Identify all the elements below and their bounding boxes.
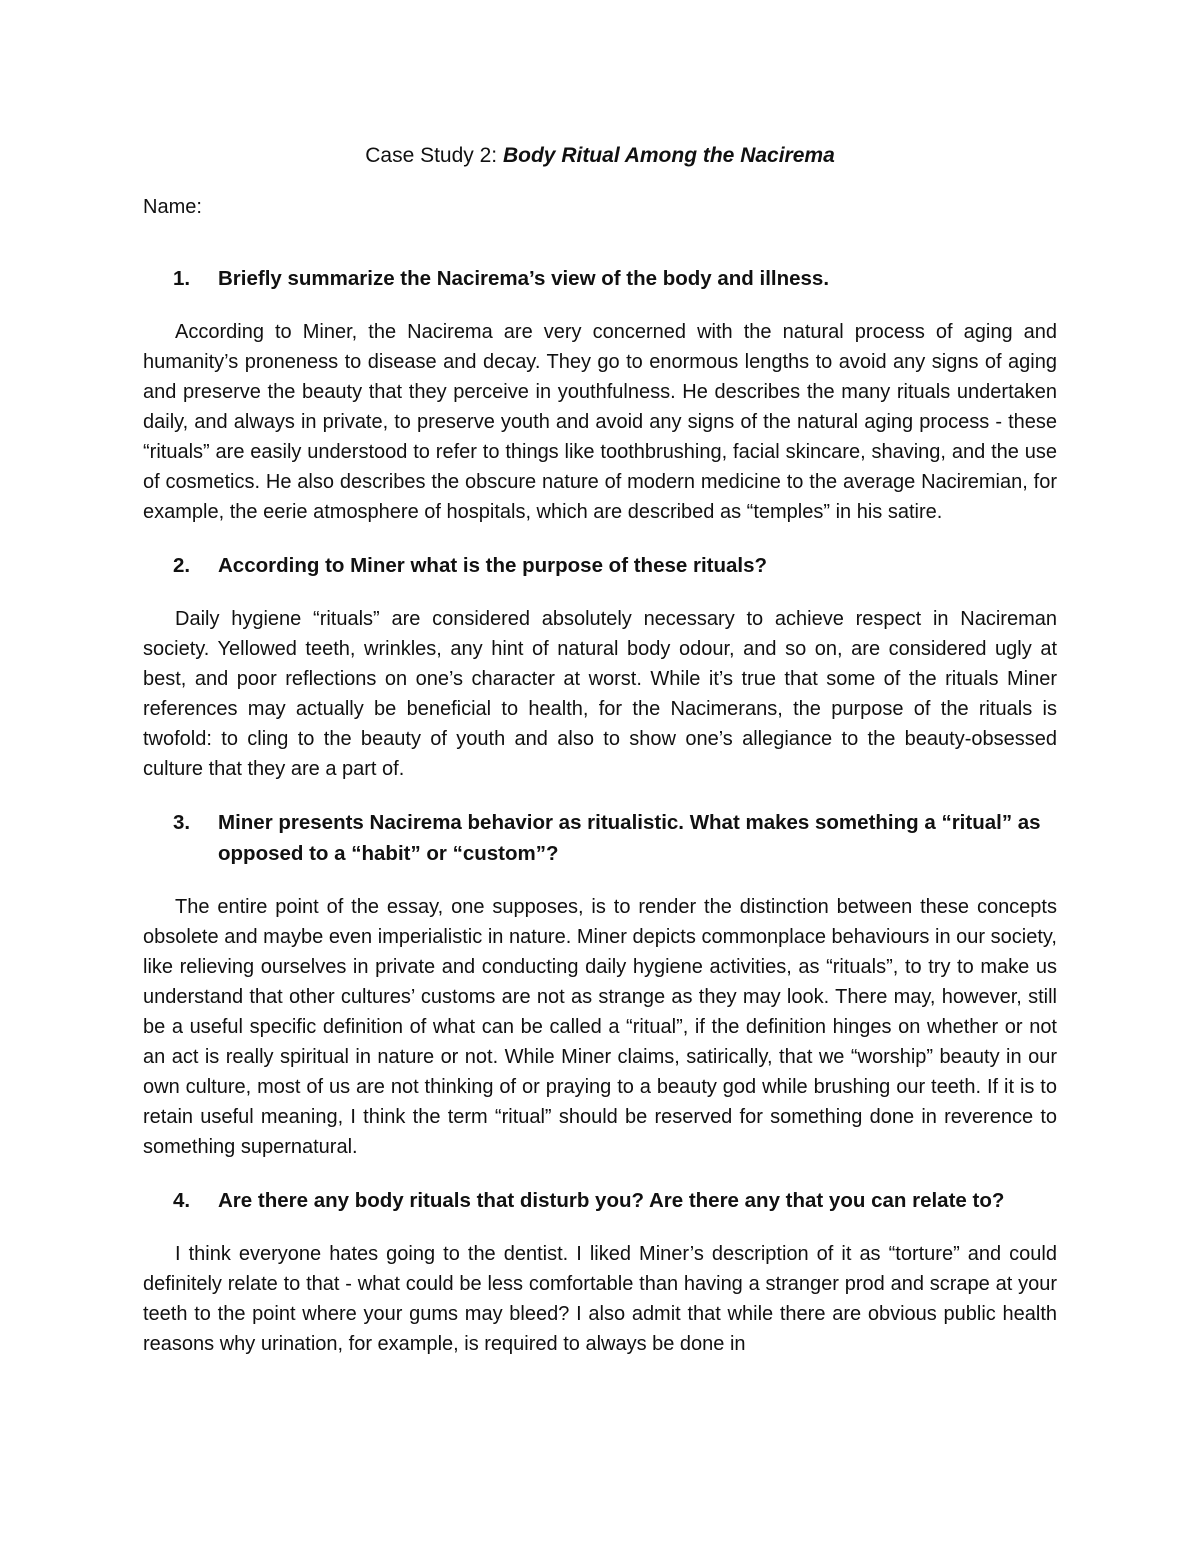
question-3 xyxy=(143,807,1057,869)
question-number: 1. xyxy=(173,267,191,290)
name-label: Name: xyxy=(143,196,202,218)
question-text: Are there any body rituals that disturb you? Are there any that you can relate to? xyxy=(218,1189,1005,1212)
document-title xyxy=(143,140,1057,172)
question-1 xyxy=(143,263,1057,294)
question-text: According to Miner what is the purpose of these rituals? xyxy=(218,554,768,577)
question-number: 2. xyxy=(173,554,191,577)
answer-3: The entire point of the essay, one supposes, is to render the distinction between these concepts obsolete and maybe even imperialistic in nature. Miner depicts commonplace behaviours in our society, like relieving ourselves in private and conducting daily hygiene activities, as “rituals”, to try to make us understand that other cultures’ customs are not as strange as they may look. There may, however, still be a useful specific definition of what can be called a “ritual”, if the definition hinges on whether or not an act is really spiritual in nature or not. While Miner claims, satirically, that we “worship” beauty in our own culture, most of us are not thinking of or praying to a beauty god while brushing our teeth. If it is to retain useful meaning, I think the term “ritual” should be reserved for something done in reverence to something supernatural. xyxy=(143,896,1057,1158)
question-text: Miner presents Nacirema behavior as ritualistic. What makes something a “ritual” as opposed to a “habit” or “custom”? xyxy=(218,811,1041,865)
answer-4: I think everyone hates going to the dentist. I liked Miner’s description of it as “torture” and could definitely relate to that - what could be less comfortable than having a stranger prod and scrape at your teeth to the point where your gums may bleed? I also admit that while there are obvious public health reasons why urination, for example, is required to always be done in xyxy=(143,1243,1057,1355)
question-number: 3. xyxy=(173,811,191,834)
title-prefix: Case Study 2: xyxy=(365,144,503,167)
answer-1: According to Miner, the Nacirema are very concerned with the natural process of aging and humanity’s proneness to disease and decay. They go to enormous lengths to avoid any signs of aging and preserve the beauty that they perceive in youthfulness. He describes the many rituals undertaken daily, and always in private, to preserve youth and avoid any signs of the natural aging process - these “rituals” are easily understood to refer to things like toothbrushing, facial skincare, shaving, and the use of cosmetics. He also describes the obscure nature of modern medicine to the average Naciremian, for example, the eerie atmosphere of hospitals, which are described as “temples” in his satire. xyxy=(143,321,1057,523)
title-italic: Body Ritual Among the Nacirema xyxy=(502,144,835,167)
question-text: Briefly summarize the Nacirema’s view of the body and illness. xyxy=(218,267,830,290)
question-number: 4. xyxy=(173,1189,191,1212)
question-4 xyxy=(143,1185,1057,1216)
question-2 xyxy=(143,550,1057,581)
answer-2: Daily hygiene “rituals” are considered absolutely necessary to achieve respect in Nacireman society. Yellowed teeth, wrinkles, any hint of natural body odour, and so on, are considered ugly at best, and poor reflections on one’s character at worst. While it’s true that some of the rituals Miner references may actually be beneficial to health, for the Nacimerans, the purpose of the rituals is twofold: to cling to the beauty of youth and also to show one’s allegiance to the beauty-obsessed culture that they are a part of. xyxy=(143,608,1057,780)
